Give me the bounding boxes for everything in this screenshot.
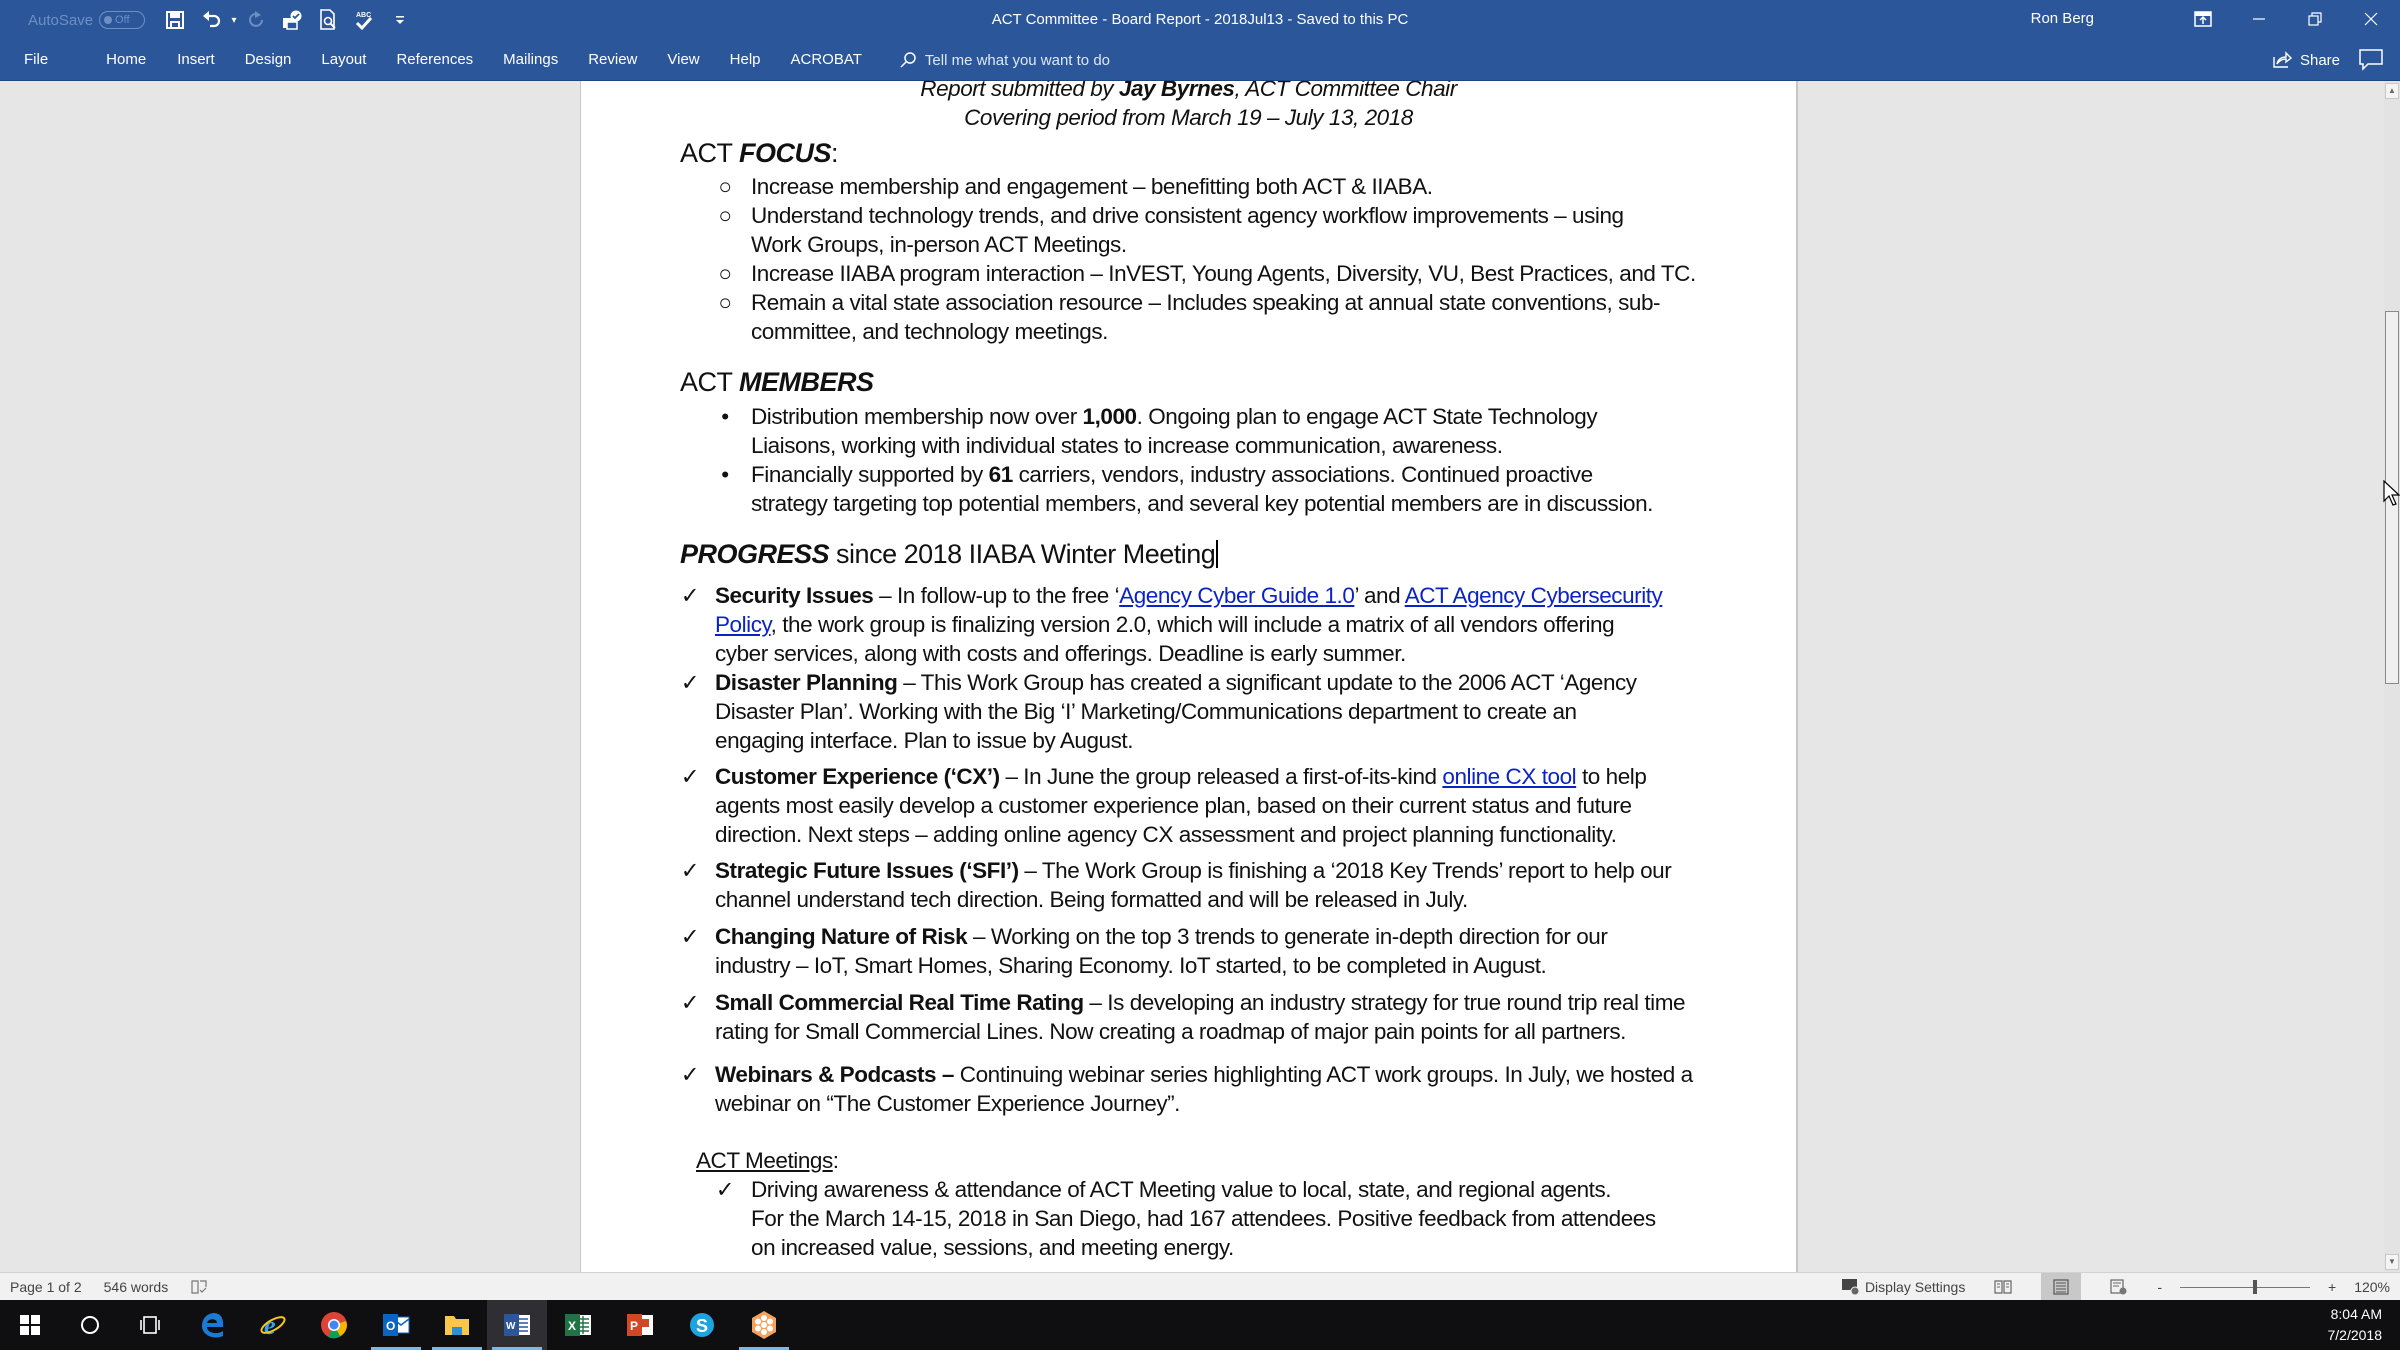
taskbar-skype[interactable] — [672, 1300, 732, 1350]
text-cursor — [1216, 540, 1218, 568]
taskbar-powerpoint[interactable] — [610, 1300, 670, 1350]
word-count[interactable]: 546 words — [103, 1279, 169, 1295]
share-button[interactable] — [2272, 40, 2340, 80]
progress-risk: Changing Nature of Risk – Working on the top 3 trends to generate in-depth direction for our — [715, 924, 1608, 949]
checkmark-icon: ✓ — [680, 924, 700, 949]
mouse-pointer-icon — [2383, 480, 2400, 508]
bullet-icon: • — [721, 404, 729, 429]
progress-rating: Small Commercial Real Time Rating – Is developing an industry strategy for true round trip real time — [715, 990, 1686, 1015]
redo-icon[interactable] — [244, 8, 268, 32]
scroll-down-button[interactable]: ▼ — [2385, 1254, 2399, 1270]
cybersecurity-policy-link-cont[interactable]: Policy — [715, 612, 771, 637]
progress-disaster-cont: engaging interface. Plan to issue by August. — [715, 728, 1133, 753]
edge-icon — [199, 1311, 227, 1339]
meetings-item: Driving awareness & attendance of ACT Meeting value to local, state, and regional agents. — [751, 1177, 1612, 1202]
members-item-cont: strategy targeting top potential members, and several key potential members are in discussion. — [751, 491, 1653, 516]
tab-review[interactable]: Review — [588, 51, 638, 68]
windows-start-icon — [20, 1315, 40, 1335]
page-count[interactable]: Page 1 of 2 — [10, 1279, 82, 1295]
scroll-up-button[interactable]: ▲ — [2385, 83, 2399, 99]
circle-bullet-icon: ○ — [718, 261, 732, 286]
progress-disaster: Disaster Planning – This Work Group has created a significant update to the 2006 ACT ‘Agency — [715, 670, 1637, 695]
progress-security-cont: Policy, the work group is finalizing version 2.0, which will include a matrix of all vendors offering — [715, 612, 1615, 637]
zoom-slider[interactable] — [2180, 1273, 2310, 1301]
close-button[interactable] — [2342, 0, 2400, 38]
progress-security-cont: cyber services, along with costs and offerings. Deadline is early summer. — [715, 641, 1406, 666]
save-icon[interactable] — [163, 8, 187, 32]
read-mode-button[interactable] — [1983, 1273, 2023, 1301]
checkmark-icon: ✓ — [715, 1177, 735, 1202]
taskbar-outlook[interactable] — [366, 1300, 426, 1350]
tab-layout[interactable]: Layout — [321, 51, 367, 68]
meetings-item-cont: For the March 14-15, 2018 in San Diego, had 167 attendees. Positive feedback from attendees — [751, 1206, 1656, 1231]
display-settings-icon — [1841, 1278, 1861, 1296]
zoom-level[interactable]: 120% — [2354, 1279, 2390, 1295]
tab-mailings[interactable]: Mailings — [503, 51, 559, 68]
progress-cx: Customer Experience (‘CX’) – In June the group released a first-of-its-kind online CX tool to help — [715, 764, 1647, 789]
status-bar — [0, 1272, 2400, 1301]
tab-view[interactable]: View — [667, 51, 700, 68]
cortana-search-icon — [79, 1314, 101, 1336]
excel-icon — [563, 1311, 593, 1339]
zoom-out-button[interactable]: - — [2157, 1279, 2162, 1295]
checkmark-icon: ✓ — [680, 670, 700, 695]
tab-home[interactable]: Home — [106, 51, 147, 68]
taskbar-file-explorer[interactable] — [427, 1300, 487, 1350]
progress-sfi-cont: channel understand tech direction. Being formatted and will be released in July. — [715, 887, 1468, 912]
powerpoint-icon — [625, 1311, 655, 1339]
checkmark-icon: ✓ — [680, 764, 700, 789]
read-mode-icon — [1994, 1279, 2012, 1295]
focus-item: Increase IIABA program interaction – InVEST, Young Agents, Diversity, VU, Best Practices, and TC. — [751, 261, 1696, 286]
chrome-icon — [320, 1311, 348, 1339]
autosave-state: Off — [115, 14, 130, 26]
search-icon — [899, 51, 917, 69]
system-clock[interactable] — [2328, 1304, 2383, 1346]
tell-me-search[interactable] — [899, 51, 1110, 69]
svg-text:e: e — [264, 1311, 276, 1340]
members-heading: ACT MEMBERS — [680, 367, 874, 397]
print-preview-icon[interactable] — [316, 8, 340, 32]
autosave-toggle[interactable] — [28, 0, 145, 40]
svg-text:W: W — [506, 1321, 516, 1332]
tell-me-placeholder: Tell me what you want to do — [924, 51, 1111, 69]
autosave-label: AutoSave — [28, 11, 94, 29]
restore-button[interactable] — [2286, 0, 2344, 38]
circle-bullet-icon: ○ — [718, 203, 732, 228]
progress-webinars: Webinars & Podcasts – Continuing webinar series highlighting ACT work groups. In July, we hosted a — [715, 1062, 1693, 1087]
file-explorer-icon — [443, 1312, 471, 1338]
spelling-icon[interactable] — [352, 8, 376, 32]
tab-insert[interactable]: Insert — [177, 51, 215, 68]
svg-text:P: P — [630, 1319, 639, 1333]
tab-help[interactable]: Help — [729, 51, 761, 68]
meetings-item-cont: on increased value, sessions, and meeting energy. — [751, 1235, 1234, 1260]
agency-cyber-guide-link[interactable]: Agency Cyber Guide 1.0 — [1119, 583, 1355, 608]
taskbar-internet-explorer[interactable] — [243, 1300, 303, 1350]
web-layout-button[interactable] — [2099, 1273, 2139, 1301]
zoom-slider-handle[interactable] — [2253, 1280, 2257, 1294]
user-name[interactable]: Ron Berg — [2030, 10, 2094, 27]
ribbon-tabs — [10, 40, 1110, 80]
window-title: ACT Committee - Board Report - 2018Jul13 - Saved to this PC — [991, 11, 1409, 28]
app-flower-icon — [749, 1310, 779, 1340]
tab-design[interactable]: Design — [244, 51, 292, 68]
print-layout-icon — [2053, 1279, 2069, 1295]
tab-acrobat[interactable]: ACROBAT — [790, 51, 862, 68]
progress-risk-cont: industry – IoT, Smart Homes, Sharing Economy. IoT started, to be completed in August. — [715, 953, 1547, 978]
document-page[interactable] — [580, 81, 1798, 1272]
taskbar-word[interactable] — [487, 1300, 547, 1350]
zoom-in-button[interactable]: + — [2328, 1279, 2337, 1295]
display-settings-button[interactable] — [1841, 1278, 1965, 1296]
focus-item-cont: Work Groups, in-person ACT Meetings. — [751, 232, 1127, 257]
share-label: Share — [2299, 51, 2340, 69]
focus-heading: ACT FOCUS: — [680, 138, 839, 168]
progress-sfi: Strategic Future Issues (‘SFI’) – The Work Group is finishing a ‘2018 Key Trends’ report to help our — [715, 858, 1672, 883]
skype-icon — [688, 1311, 716, 1339]
checkmark-icon: ✓ — [680, 990, 700, 1015]
circle-bullet-icon: ○ — [718, 290, 732, 315]
progress-cx-cont: agents most easily develop a customer experience plan, based on their current status and future — [715, 793, 1632, 818]
start-button[interactable] — [0, 1300, 60, 1350]
vertical-scrollbar[interactable] — [2384, 81, 2400, 1272]
task-view-button[interactable] — [120, 1300, 180, 1350]
focus-item: Understand technology trends, and drive consistent agency workflow improvements – using — [751, 203, 1624, 228]
taskbar-edge[interactable] — [183, 1300, 243, 1350]
web-layout-icon — [2110, 1279, 2128, 1295]
members-item-cont: Liaisons, working with individual states to increase communication, awareness. — [751, 433, 1503, 458]
taskbar-chrome[interactable] — [304, 1300, 364, 1350]
submitted-by: Report submitted by Jay Byrnes, ACT Committee Chair — [920, 81, 1457, 101]
checkmark-icon: ✓ — [680, 583, 700, 608]
checkmark-icon: ✓ — [680, 858, 700, 883]
clock-date: 7/2/2018 — [2327, 1327, 2382, 1343]
ribbon-tab-bar — [0, 40, 2400, 81]
bullet-icon: • — [721, 462, 729, 487]
minimize-button[interactable] — [2230, 0, 2288, 38]
cybersecurity-policy-link[interactable]: ACT Agency Cybersecurity — [1404, 583, 1663, 608]
autosave-switch[interactable] — [99, 11, 145, 29]
members-item: Distribution membership now over 1,000. Ongoing plan to engage ACT State Technology — [751, 404, 1598, 429]
customize-toolbar-icon[interactable] — [388, 8, 412, 32]
svg-text:X: X — [568, 1319, 577, 1333]
online-cx-tool-link[interactable]: online CX tool — [1442, 764, 1577, 789]
undo-icon[interactable] — [200, 8, 224, 32]
proofing-icon[interactable] — [190, 1279, 208, 1295]
clock-time: 8:04 AM — [2330, 1306, 2382, 1322]
outlook-icon — [381, 1311, 411, 1339]
internet-explorer-icon — [258, 1310, 288, 1340]
ribbon-display-options-icon[interactable] — [2174, 0, 2232, 38]
checkmark-icon: ✓ — [680, 1062, 700, 1087]
members-item: Financially supported by 61 carriers, vendors, industry associations. Continued proactive — [751, 462, 1593, 487]
title-bar — [0, 0, 2400, 40]
comments-icon[interactable] — [2358, 48, 2384, 72]
touch-mode-icon[interactable] — [280, 8, 304, 32]
focus-item: Increase membership and engagement – benefitting both ACT & IIABA. — [751, 174, 1433, 199]
taskbar — [0, 1300, 2400, 1350]
circle-bullet-icon: ○ — [718, 174, 732, 199]
focus-item-cont: committee, and technology meetings. — [751, 319, 1108, 344]
document-canvas — [0, 81, 2384, 1272]
progress-security: Security Issues – In follow-up to the free ‘Agency Cyber Guide 1.0’ and ACT Agency Cybersecurity — [715, 583, 1663, 608]
display-settings-label: Display Settings — [1864, 1279, 1966, 1295]
progress-webinars-cont: webinar on “The Customer Experience Journey”. — [715, 1091, 1180, 1116]
undo-dropdown-icon[interactable]: ▾ — [231, 14, 237, 26]
covering-period: Covering period from March 19 – July 13, 2018 — [964, 105, 1413, 130]
progress-heading: PROGRESS since 2018 IIABA Winter Meeting — [680, 537, 1218, 571]
cortana-button[interactable] — [60, 1300, 120, 1350]
svg-text:O: O — [386, 1319, 396, 1333]
print-layout-button[interactable] — [2041, 1273, 2081, 1301]
word-icon — [502, 1311, 532, 1339]
share-icon — [2272, 51, 2292, 69]
tab-file[interactable]: File — [24, 51, 49, 68]
focus-item: Remain a vital state association resource – Includes speaking at annual state conventions, sub- — [751, 290, 1661, 315]
meetings-heading: ACT Meetings: — [696, 1148, 839, 1173]
svg-text:ABC: ABC — [356, 12, 372, 19]
task-view-icon — [138, 1315, 162, 1335]
svg-text:S: S — [696, 1316, 709, 1336]
progress-rating-cont: rating for Small Commercial Lines. Now creating a roadmap of major pain points for all partners. — [715, 1019, 1626, 1044]
taskbar-excel[interactable] — [548, 1300, 608, 1350]
progress-cx-cont: direction. Next steps – adding online agency CX assessment and project planning functionality. — [715, 822, 1617, 847]
progress-disaster-cont: Disaster Plan’. Working with the Big ‘I’ Marketing/Communications department to create an — [715, 699, 1577, 724]
tab-references[interactable]: References — [396, 51, 474, 68]
taskbar-flower-app[interactable] — [734, 1300, 794, 1350]
